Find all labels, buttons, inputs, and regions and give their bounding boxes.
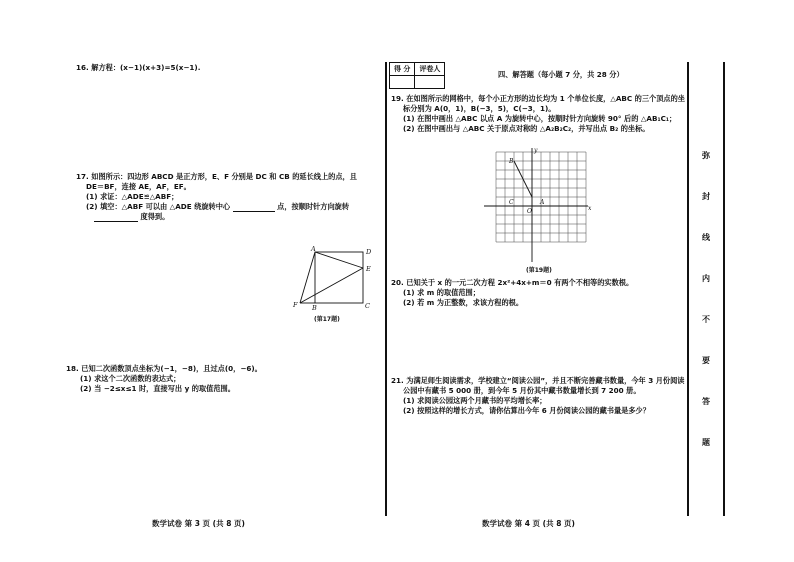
label-a: A [540,199,545,206]
figure-17-caption: (第17题) [314,316,340,323]
question-part-2: (2) 填空：△ABF 可以由 △ADE 绕旋转中心 点，按顺时针方向旋转 [86,202,350,211]
segment-af [300,252,315,303]
question-text: 已知二次函数顶点坐标为(−1，−8)，且过点(0，−6)。 [81,364,262,373]
seal-char: 封 [702,192,710,201]
question-text: 已知关于 x 的一元二次方程 2x²+4x+m＝0 有两个不相等的实数根。 [406,278,634,287]
question-17: 17. 如图所示：四边形 ABCD 是正方形，E、F 分别是 DC 和 CB 的延长线上的点，且 DE＝BF，连接 AE，AF，EF。 (1) 求证：△ADE≌△ABF； (2) 填空：△ABF 可以由 △ADE 绕旋转中心 点，按顺时针方向旋转 度得到。 [76,172,357,221]
seal-char: 不 [702,315,710,324]
label-b: B [509,158,514,165]
label-f: F [293,301,298,309]
page-footer-right: 数学试卷 第 4 页 (共 8 页) [482,519,575,528]
segment-fe [300,268,363,303]
grader-cell[interactable] [415,76,445,89]
seal-char: 线 [702,233,710,242]
seal-line-text [700,150,712,448]
question-text: 如图所示：四边形 ABCD 是正方形，E、F 分别是 DC 和 CB 的延长线上的点，且 [91,172,357,181]
seal-char: 弥 [702,151,710,160]
answer-blank[interactable] [233,203,275,212]
page-divider [385,62,387,516]
question-number: 19. [391,94,404,103]
question-text: 在如图所示的网格中，每个小正方形的边长均为 1 个单位长度，△ABC 的三个顶点的坐 [406,94,685,103]
question-20 [391,278,633,308]
question-text: 解方程：(x−1)(x+3)=5(x−1). [91,63,201,72]
page-footer-left: 数学试卷 第 3 页 (共 8 页) [152,519,245,528]
question-part-1: (1) 求这个二次函数的表达式； [80,374,181,383]
score-table [389,62,445,89]
question-number: 16. [76,63,89,72]
question-number: 18. [66,364,79,373]
score-label: 得 分 [390,63,415,76]
seal-border-right [723,62,725,516]
label-c: C [509,199,514,206]
question-text: DE＝BF，连接 AE，AF，EF。 [86,182,191,191]
figure-19-grid [484,148,596,266]
label-c: C [365,302,370,310]
question-text: 公园中有藏书 5 000 册，到今年 5 月份其中藏书数量增长到 7 200 册。 [403,386,641,395]
x-axis-label: x [588,205,592,212]
question-number: 17. [76,172,89,181]
figure-19-caption: (第19题) [526,267,552,274]
label-b: B [312,304,317,312]
label-e: E [366,265,371,273]
question-part-1: (1) 求证：△ADE≌△ABF； [86,192,179,201]
question-16 [76,63,200,73]
seal-char: 内 [702,274,710,283]
seal-border-left [687,62,689,516]
question-number: 21. [391,376,404,385]
question-19 [391,94,685,134]
label-d: D [366,248,372,256]
y-axis-label: y [534,148,538,154]
label-origin: O [527,208,532,215]
seal-char: 题 [702,438,710,447]
question-text: 标分别为 A(0，1)，B(−3，5)，C(−3，1)。 [403,104,556,113]
question-part-2: (2) 在图中画出与 △ABC 关于原点对称的 △A₂B₂C₂，并写出点 B₂ 的坐标。 [403,124,650,133]
section-title: 四、解答题（每小题 7 分，共 28 分） [498,70,624,79]
question-part-1: (1) 求阅读公园这两个月藏书的平均增长率； [403,396,547,405]
label-a: A [311,245,316,253]
question-part-2: (2) 若 m 为正整数，求该方程的根。 [403,298,524,307]
segment-ae [315,252,363,268]
grader-label: 评卷人 [415,63,445,76]
question-21 [391,376,684,416]
question-part-1: (1) 在图中画出 △ABC 以点 A 为旋转中心，按顺时针方向旋转 90° 后的 △AB₁C₁； [403,114,677,123]
question-part-2: (2) 按照这样的增长方式，请你估算出今年 6 月份阅读公园的藏书量是多少？ [403,406,650,415]
question-18 [66,364,262,394]
question-text: 为满足师生阅读需求，学校建立“阅读公园”，并且不断完善藏书数量，今年 3 月份阅读 [406,376,685,385]
score-cell[interactable] [390,76,415,89]
answer-blank[interactable] [94,213,138,222]
seal-char: 答 [702,397,710,406]
question-part-2: (2) 当 −2≤x≤1 时，直接写出 y 的取值范围。 [80,384,235,393]
figure-17 [288,244,378,324]
question-number: 20. [391,278,404,287]
seal-char: 要 [702,356,710,365]
question-part-1: (1) 求 m 的取值范围； [403,288,480,297]
